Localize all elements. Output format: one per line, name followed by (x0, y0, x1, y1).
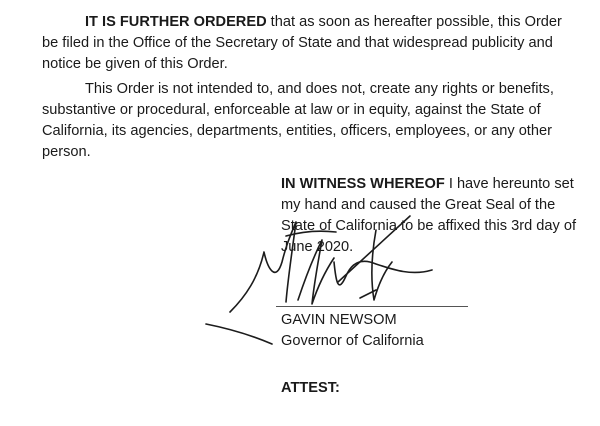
signer-block (281, 310, 424, 352)
witness-block (281, 174, 581, 258)
witness-lead: IN WITNESS WHEREOF (281, 176, 445, 192)
order-paragraph-publicity-text: that as soon as hereafter possible, this Order be filed in the Office of the Secretary of State and that widespread publicity and notice be given of this Order. (42, 14, 562, 72)
order-paragraph-no-rights (42, 79, 572, 163)
signer-name: GAVIN NEWSOM (281, 312, 397, 328)
signature-line (276, 306, 468, 307)
order-paragraph-no-rights-text: This Order is not intended to, and does not, create any rights or benefits, substantive or procedural, enforceable at law or in equity, against the State of California, its agencies, departments, entities, officers, employees, or any other person. (42, 81, 554, 160)
witness-text: I have hereunto set my hand and caused the Great Seal of the State of California to be affixed this 3rd day of June 2020. (281, 176, 577, 255)
order-lead-further-ordered: IT IS FURTHER ORDERED (85, 14, 267, 30)
order-paragraph-publicity (42, 12, 572, 75)
attest-label: ATTEST: (281, 380, 340, 396)
signer-title: Governor of California (281, 333, 424, 349)
